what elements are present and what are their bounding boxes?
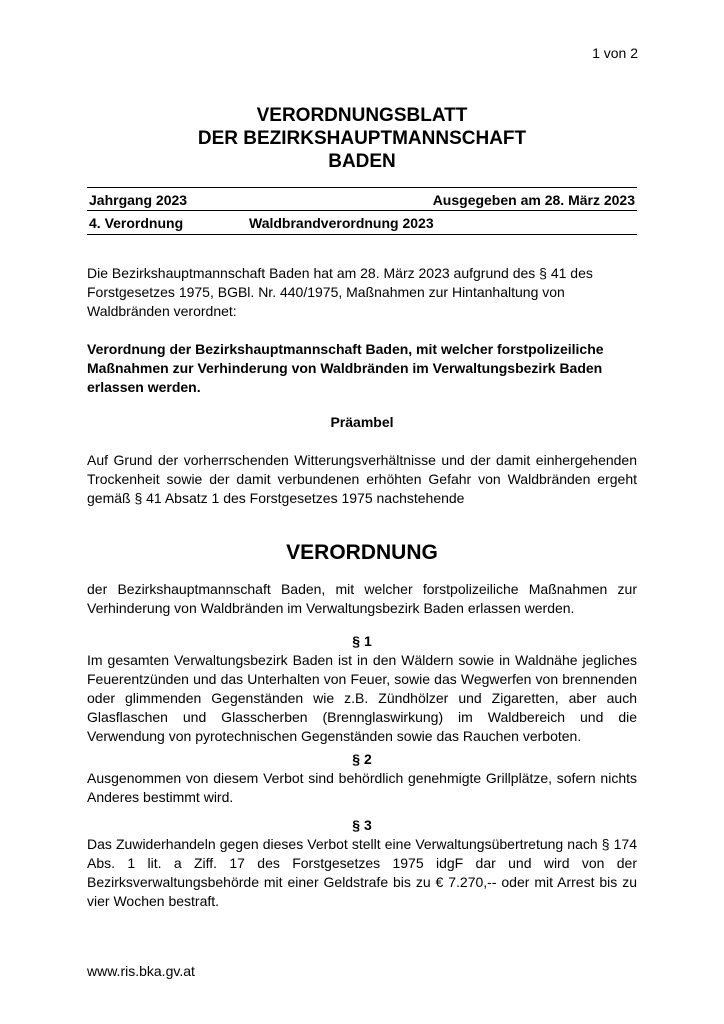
praeambel-text: Auf Grund der vorherrschenden Witterungsverhältnisse und der damit einhergehenden Trockenheit sowie der damit verbundenen erhöhten Gefahr von Waldbränden ergeht gemäß § 41 Absatz 1 des Forstgesetzes 1975 nachstehende [87, 452, 637, 506]
meta-table [87, 187, 637, 235]
section-text: Das Zuwiderhandeln gegen dieses Verbot stellt eine Verwaltungsübertretung nach § 174 Abs. 1 lit. a Ziff. 17 des Forstgesetzes 1975 idgF dar und wird von der Bezirksverwaltungsbehörde mit einer Geldstrafe bis zu € 7.270,-- oder mit Arrest bis zu vier Wochen bestraft. [87, 836, 637, 909]
meta-row-verordnung [87, 211, 637, 235]
ausgegeben-label: Ausgegeben am 28. März 2023 [432, 192, 635, 208]
verordnung-subtitle: der Bezirkshauptmannschaft Baden, mit welcher forstpolizeiliche Maßnahmen zur Verhinderung von Waldbränden im Verwaltungsbezirk Baden erlassen werden. [87, 581, 637, 616]
masthead-line-1: VERORDNUNGSBLATT [256, 105, 468, 126]
verordnung-title: Waldbrandverordnung 2023 [249, 215, 434, 231]
section-2 [87, 750, 637, 807]
praeambel-heading: Präambel [330, 414, 394, 430]
masthead [0, 104, 724, 173]
masthead-line-2: DER BEZIRKSHAUPTMANNSCHAFT [197, 128, 527, 149]
section-sign: § 3 [352, 817, 372, 833]
masthead-line-3: BADEN [328, 151, 396, 172]
meta-row-jahrgang [87, 187, 637, 211]
verordnung-heading: VERORDNUNG [286, 541, 438, 564]
bold-title-paragraph: Verordnung der Bezirkshauptmannschaft Baden, mit welcher forstpolizeiliche Maßnahmen zur Verhinderung von Waldbränden im Verwaltungsbezirk Baden erlassen werden. [87, 341, 604, 395]
jahrgang-label: Jahrgang 2023 [89, 192, 188, 208]
footer-url[interactable]: www.ris.bka.gv.at [87, 963, 195, 979]
section-3 [87, 816, 637, 911]
section-sign: § 2 [352, 751, 372, 767]
section-1 [87, 632, 637, 746]
page-number: 1 von 2 [592, 45, 638, 61]
section-sign: § 1 [352, 633, 372, 649]
intro-paragraph: Die Bezirkshauptmannschaft Baden hat am 28. März 2023 aufgrund des § 41 des Forstgesetzes 1975, BGBl. Nr. 440/1975, Maßnahmen zur Hintanhaltung von Waldbränden verordnet: [87, 265, 593, 319]
section-text: Ausgenommen von diesem Verbot sind behördlich genehmigte Grillplätze, sofern nichts Anderes bestimmt wird. [87, 770, 637, 805]
section-text: Im gesamten Verwaltungsbezirk Baden ist in den Wäldern sowie in Waldnähe jegliches Feuerentzünden und das Unterhalten von Feuer, sowie das Wegwerfen von brennenden oder glimmenden Gegenständen wie z.B. Zündhölzer und Zigaretten, aber auch Glasflaschen und Glasscherben (Brennglaswirkung) im Waldbereich und die Verwendung von pyrotechnischen Gegenständen sowie das Rauchen verboten. [87, 652, 637, 744]
verordnung-number: 4. Verordnung [89, 215, 184, 231]
